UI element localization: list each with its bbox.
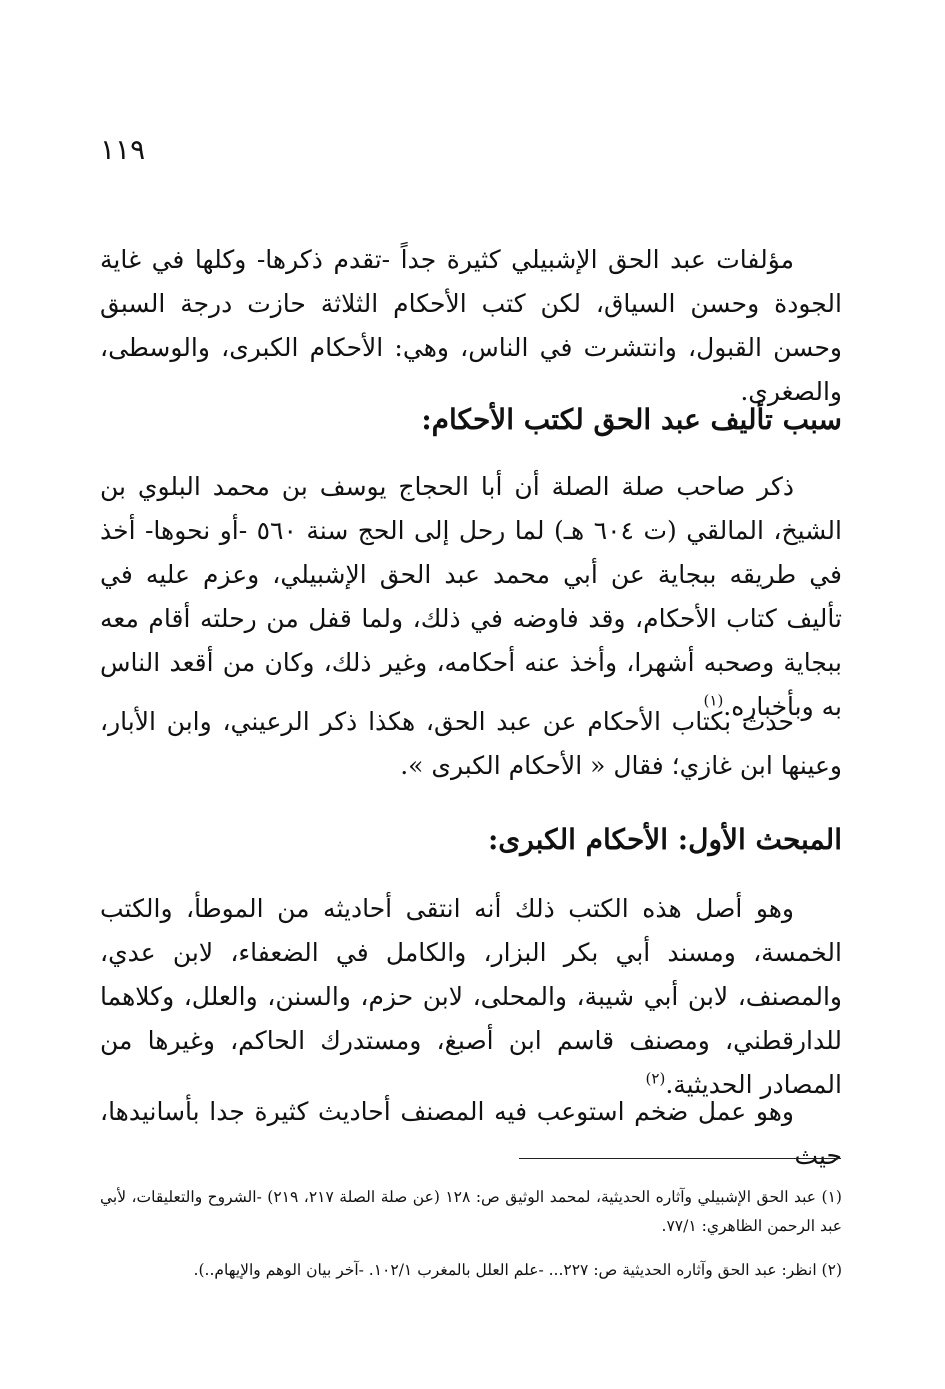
paragraph-narration: حدث بكتاب الأحكام عن عبد الحق، هكذا ذكر الرعيني، وابن الأبار، وعينها ابن غازي؛ فقال « الأحكام الكبرى ». (100, 707, 842, 780)
footnote-1: (١) عبد الحق الإشبيلي وآثاره الحديثية، لمحمد الوثيق ص: ١٢٨ (عن صلة الصلة ٢١٧، ٢١٩) -الشروح والتعليقات، لأبي عبد الرحمن الظاهري: ٧٧/١. (100, 1188, 842, 1235)
section-heading-reason: سبب تأليف عبد الحق لكتب الأحكام: (421, 403, 842, 436)
paragraph-scope: وهو عمل ضخم استوعب فيه المصنف أحاديث كثيرة جدا بأسانيدها، حيث (100, 1097, 842, 1170)
paragraph-reason (100, 465, 842, 729)
page-number: ١١٩ (100, 133, 146, 166)
footnote-2: (٢) انظر: عبد الحق وآثاره الحديثية ص: ٢٢٧... -علم العلل بالمغرب ١٠٢/١. -آخر بيان الوهم والإيهام..). (193, 1261, 842, 1279)
paragraph-sources-text: وهو أصل هذه الكتب ذلك أنه انتقى أحاديثه من الموطأ، والكتب الخمسة، ومسند أبي بكر البزار، والكامل في الضعفاء، لابن عدي، والمصنف، لابن أبي شيبة، والمحلى، لابن حزم، والسنن، والعلل، وكلاهما للدارقطني، ومصنف قاسم ابن أصبغ، ومستدرك الحاكم، وغيرها من المصادر الحديثية. (100, 894, 842, 1099)
section-heading-first-topic: المبحث الأول: الأحكام الكبرى: (487, 823, 842, 856)
paragraph-reason-text: ذكر صاحب صلة الصلة أن أبا الحجاج يوسف بن محمد البلوي بن الشيخ، المالقي (ت ٦٠٤ هـ) لما رحل إلى الحج سنة ٥٦٠ -أو نحوها- أخذ في طريقه ببجاية عن أبي محمد عبد الحق الإشبيلي، وعزم عليه في تأليف كتاب الأحكام، وقد فاوضه في ذلك، ولما قفل من رحلته أقام معه ببجاية وصحبه أشهرا، وأخذ عنه أحكامه، وغير ذلك، وكان من أقعد الناس به وبأخباره. (100, 472, 842, 721)
footnote-ref-1: (١) (703, 691, 724, 710)
footnote-separator (519, 1158, 841, 1159)
paragraph-authors-works: مؤلفات عبد الحق الإشبيلي كثيرة جداً -تقدم ذكرها- وكلها في غاية الجودة وحسن السياق، لكن كتب الأحكام الثلاثة حازت درجة السبق وحسن القبول، وانتشرت في الناس، وهي: الأحكام الكبرى، والوسطى، والصغرى. (100, 245, 842, 406)
paragraph-sources (100, 887, 842, 1107)
footnote-ref-2: (٢) (645, 1069, 666, 1088)
